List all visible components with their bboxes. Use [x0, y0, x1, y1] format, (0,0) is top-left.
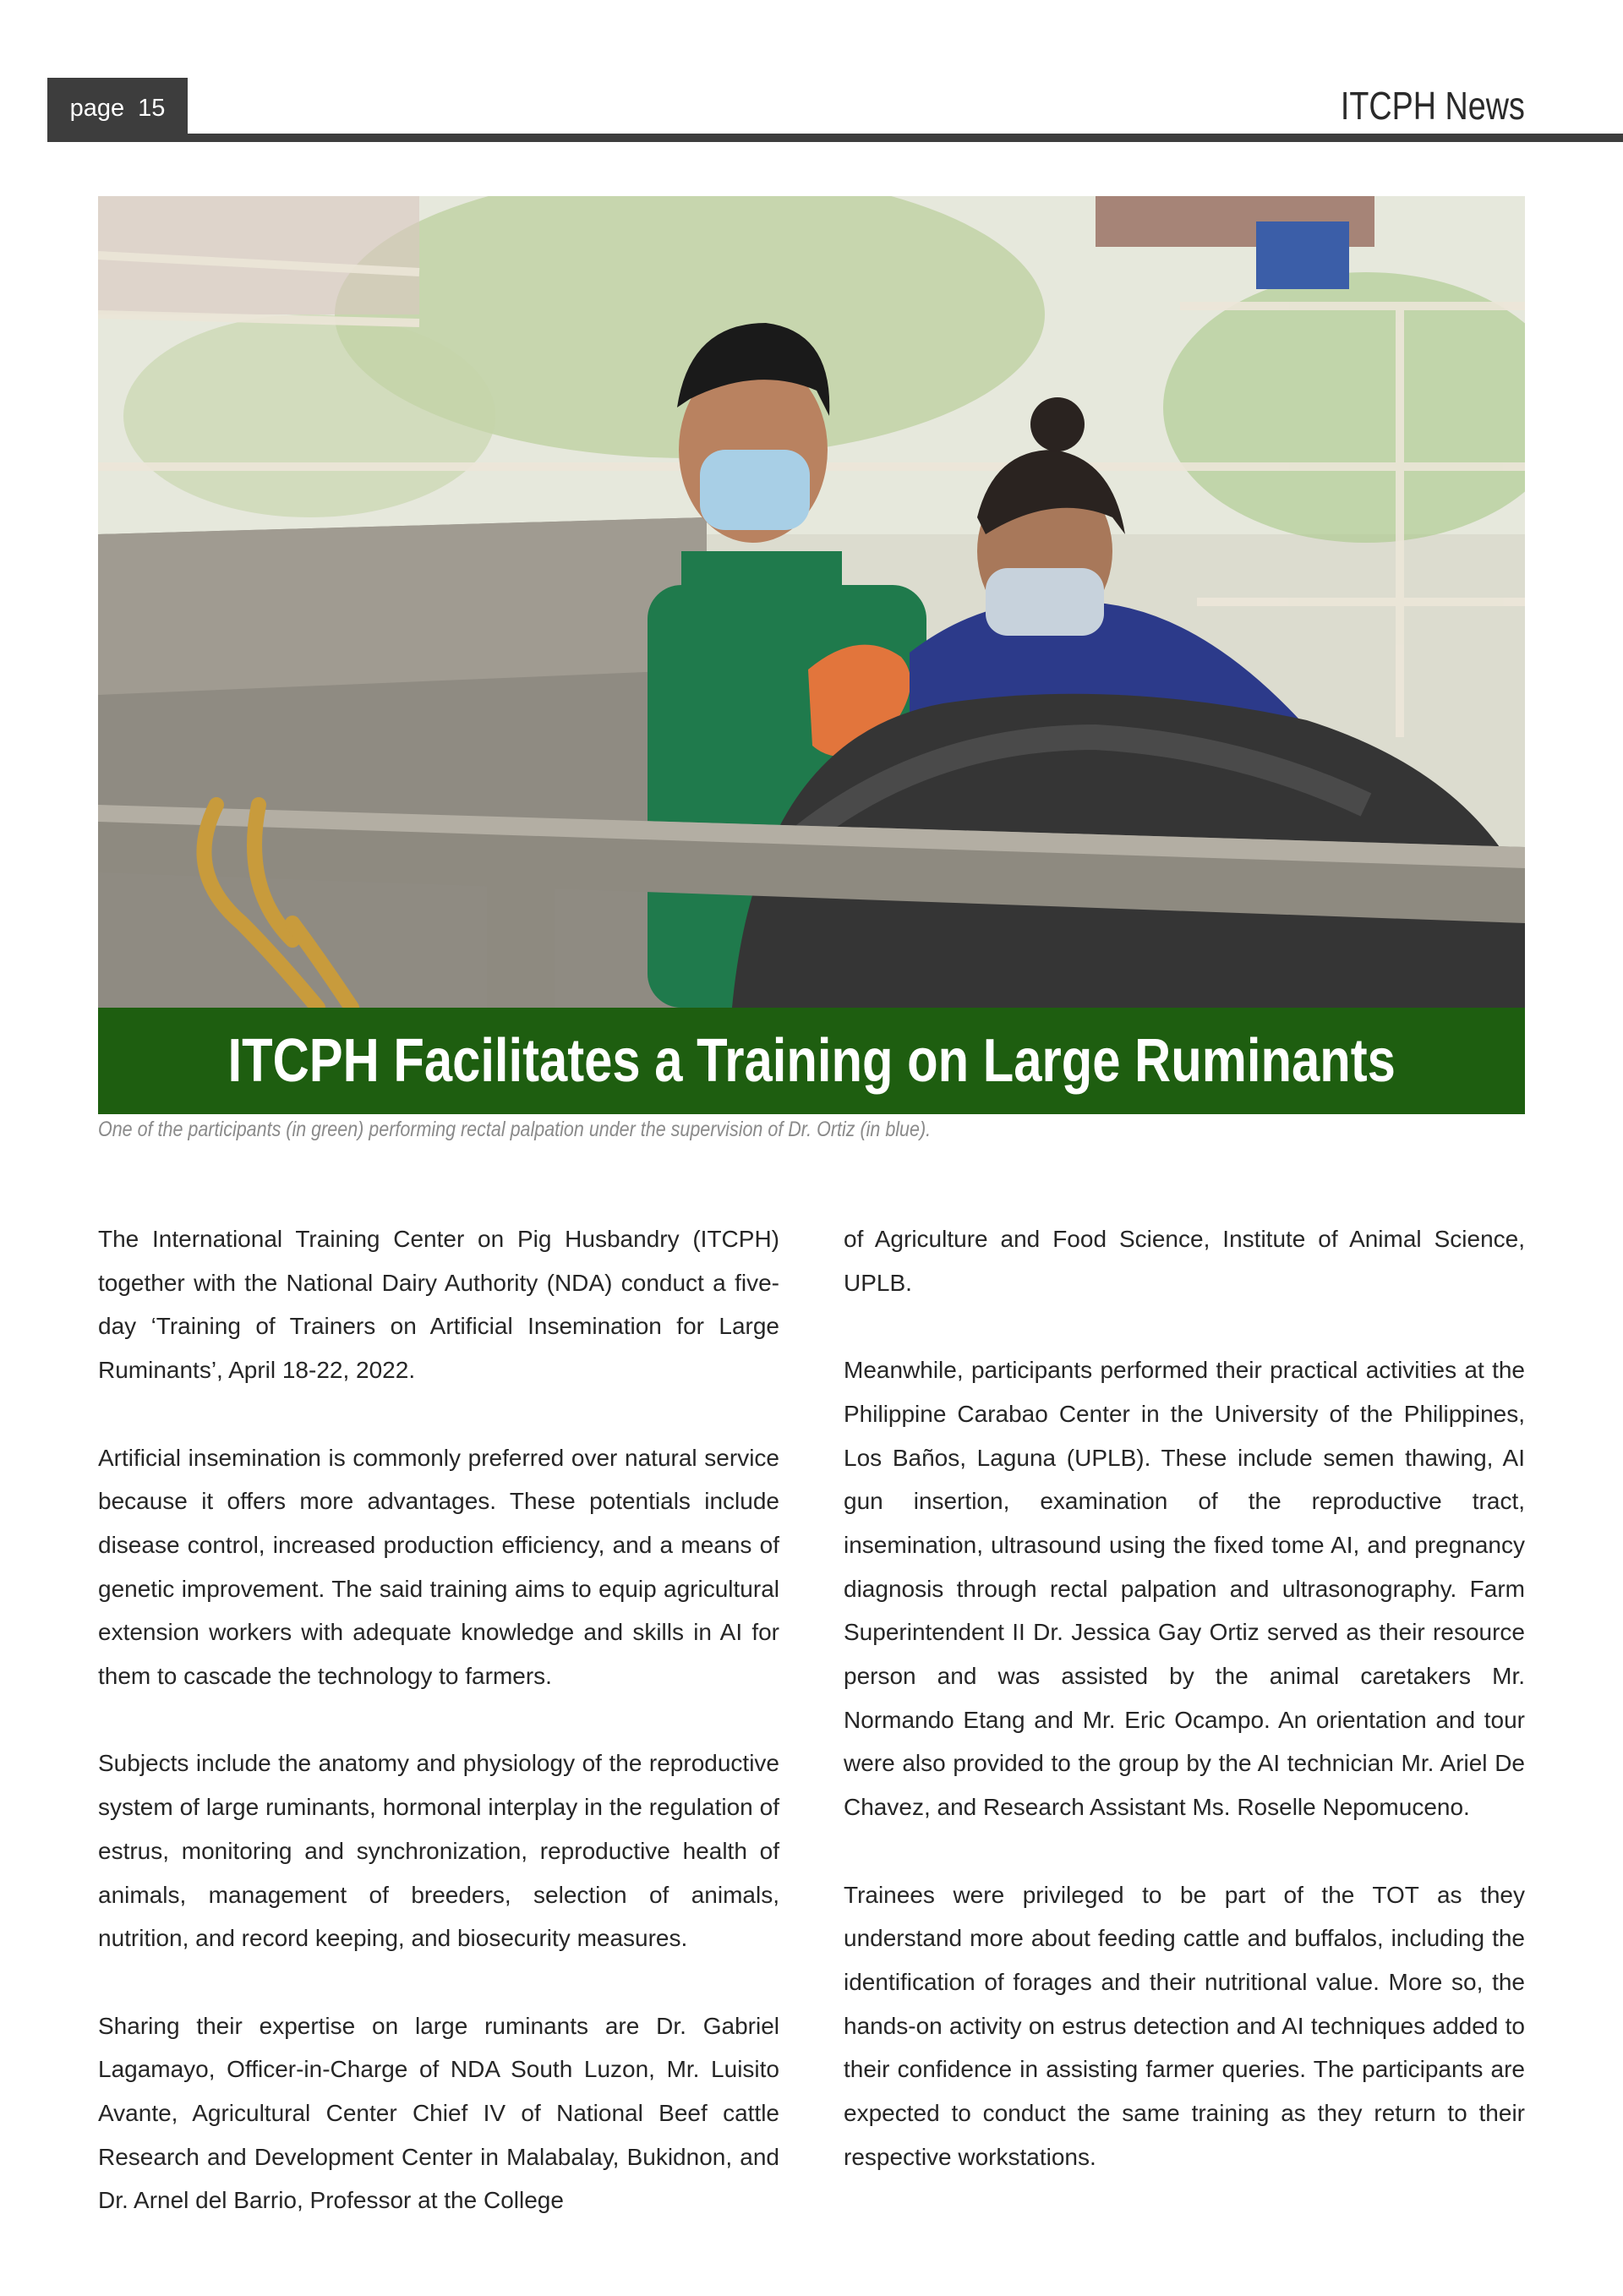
- photo-caption: One of the participants (in green) performing rectal palpation under the supervision of Dr. Ortiz (in blue).: [98, 1118, 932, 1141]
- paragraph: Artificial insemination is commonly preferred over natural service because it offers more advantages. These potentials include disease control, increased production efficiency, and a means of genetic improvement. The said training aims to equip agricultural extension workers with adequate knowledge and skills in AI for them to cascade the technology to farmers.: [98, 1444, 779, 1690]
- paragraph: Subjects include the anatomy and physiology of the reproductive system of large ruminants, hormonal interplay in the regulation of estrus, monitoring and synchronization, reproductive health of animals, management of breeders, selection of animals, nutrition, and record keeping, and biosecurity measures.: [98, 1750, 779, 1952]
- article-photo: [98, 196, 1525, 1008]
- paragraph: of Agriculture and Food Science, Institute of Animal Science, UPLB.: [844, 1226, 1525, 1296]
- paragraph: Sharing their expertise on large ruminants are Dr. Gabriel Lagamayo, Officer-in-Charge of NDA South Luzon, Mr. Luisito Avante, Agricultural Center Chief IV of National Beef cattle Research and Development Center in Malabalay, Bukidnon, and Dr. Arnel del Barrio, Professor at the College: [98, 2012, 779, 2214]
- paragraph: Trainees were privileged to be part of the TOT as they understand more about feeding cattle and buffalos, including the identification of forages and their nutritional value. More so, the hands-on activity on estrus detection and AI techniques added to their confidence in assisting farmer queries. The participants are expected to conduct the same training as they return to their respective workstations.: [844, 1881, 1525, 2170]
- page-number: 15: [138, 94, 166, 122]
- article-title-banner: [98, 1008, 1525, 1114]
- paragraph: The International Training Center on Pig Husbandry (ITCPH) together with the National Dairy Authority (NDA) conduct a five-day ‘Training of Trainers on Artificial Insemination for Large Ruminants’, April 18-22, 2022.: [98, 1226, 779, 1384]
- paragraph: Meanwhile, participants performed their practical activities at the Philippine Carabao Center in the University of the Philippines, Los Baños, Laguna (UPLB). These include semen thawing, AI gun insertion, examination of the reproductive tract, insemination, ultrasound using the fixed tome AI, and pregnancy diagnosis through rectal palpation and ultrasonography. Farm Superintendent II Dr. Jessica Gay Ortiz served as their resource person and was assisted by the animal caretakers Mr. Normando Etang and Mr. Eric Ocampo. An orientation and tour were also provided to the group by the AI technician Mr. Ariel De Chavez, and Research Assistant Ms. Roselle Nepomuceno.: [844, 1357, 1525, 1821]
- article-column-right: [844, 1217, 1525, 2222]
- page-number-tab: [47, 78, 188, 139]
- article-title: ITCPH Facilitates a Training on Large Ruminants: [227, 1027, 1396, 1095]
- header-rule: [47, 134, 1623, 142]
- article-column-left: [98, 1217, 779, 2266]
- publication-title: ITCPH News: [1341, 84, 1525, 128]
- page-label: page: [69, 94, 125, 122]
